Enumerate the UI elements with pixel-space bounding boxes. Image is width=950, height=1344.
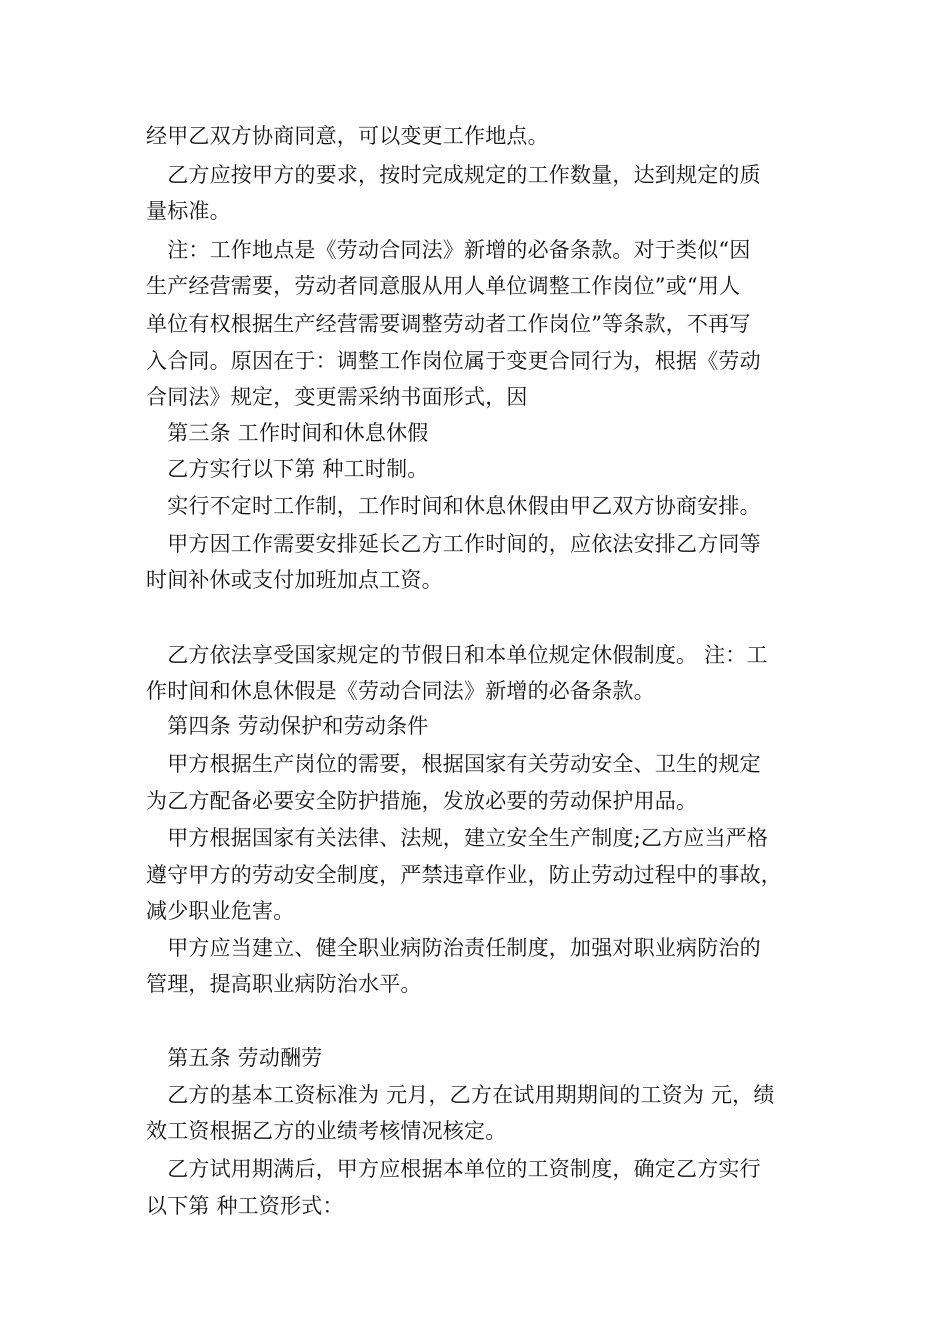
text-line: 甲方根据生产岗位的需要，根据国家有关劳动安全、卫生的规定 xyxy=(146,752,761,776)
text-line: 甲方因工作需要安排延长乙方工作时间的，应依法安排乙方同等 xyxy=(146,532,761,556)
text-line: 时间补休或支付加班加点工资。 xyxy=(146,568,443,592)
text-line: 乙方依法享受国家规定的节假日和本单位规定休假制度。 注：工 xyxy=(146,643,768,667)
text-line: 量标准。 xyxy=(146,199,231,223)
text-line: 单位有权根据生产经营需要调整劳动者工作岗位”等条款，不再写 xyxy=(146,312,751,336)
text-line: 乙方实行以下第 种工时制。 xyxy=(146,457,429,481)
text-line: 遵守甲方的劳动安全制度，严禁违章作业，防止劳动过程中的事故， xyxy=(146,863,782,887)
text-line: 作时间和休息休假是《劳动合同法》新增的必备条款。 xyxy=(146,679,655,703)
text-line: 乙方应按甲方的要求，按时完成规定的工作数量，达到规定的质 xyxy=(146,163,761,187)
text-line: 注：工作地点是《劳动合同法》新增的必备条款。对于类似“因 xyxy=(146,238,751,262)
section-heading: 第四条 劳动保护和劳动条件 xyxy=(146,714,429,738)
text-line: 效工资根据乙方的业绩考核情况核定。 xyxy=(146,1119,507,1143)
text-line: 减少职业危害。 xyxy=(146,899,295,923)
section-heading: 第五条 劳动酬劳 xyxy=(146,1046,323,1070)
text-line: 甲方应当建立、健全职业病防治责任制度，加强对职业病防治的 xyxy=(146,936,761,960)
text-line: 乙方的基本工资标准为 元月，乙方在试用期期间的工资为 元，绩 xyxy=(146,1083,775,1107)
text-line: 甲方根据国家有关法律、法规，建立安全生产制度;乙方应当严格 xyxy=(146,826,769,850)
text-line: 乙方试用期满后，甲方应根据本单位的工资制度，确定乙方实行 xyxy=(146,1157,761,1181)
text-line: 入合同。原因在于：调整工作岗位属于变更合同行为，根据《劳动 xyxy=(146,349,761,373)
text-line: 实行不定时工作制，工作时间和休息休假由甲乙双方协商安排。 xyxy=(146,494,761,518)
text-line: 生产经营需要，劳动者同意服从用人单位调整工作岗位”或“用人 xyxy=(146,274,741,298)
text-line: 经甲乙双方协商同意，可以变更工作地点。 xyxy=(146,124,549,148)
text-line: 为乙方配备必要安全防护措施，发放必要的劳动保护用品。 xyxy=(146,789,698,813)
text-line: 管理，提高职业病防治水平。 xyxy=(146,972,422,996)
text-line: 以下第 种工资形式： xyxy=(146,1194,344,1218)
text-line: 合同法》规定，变更需采纳书面形式，因 xyxy=(146,385,528,409)
section-heading: 第三条 工作时间和休息休假 xyxy=(146,421,429,445)
